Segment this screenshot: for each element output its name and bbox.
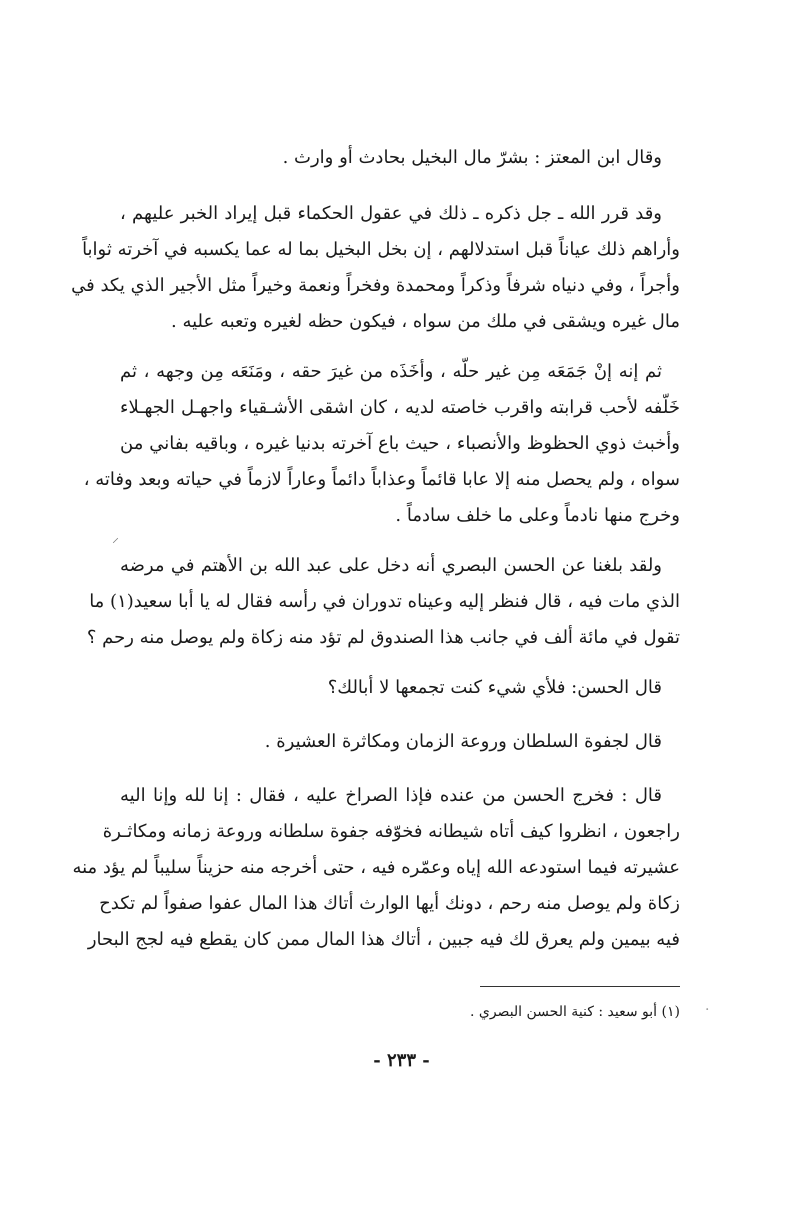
text-line: وقد قرر الله ـ جل ذكره ـ ذلك في عقول الحكماء قبل إيراد الخبر عليهم ، [120,203,662,224]
text-line: فيه بيمين ولم يعرق لك فيه جبين ، أتاك هذا المال ممن كان يقطع فيه لجج البحار [87,929,680,950]
text-line: راجعون ، انظروا كيف أتاه شيطانه فخوّفه جفوة سلطانه وروعة زمانه ومكاثـرة [102,821,680,842]
text-line: قال الحسن: فلأي شيء كنت تجمعها لا أبالك؟ [327,677,662,698]
footnote-divider [480,986,680,987]
margin-dots: · [705,1002,710,1018]
page-number: - ٢٣٣ - [373,1050,430,1071]
page-body [71,140,680,972]
text-line: زكاة ولم يوصل منه رحم ، دونك أيها الوارث أتاك هذا المال عفوا صفواً لم تكدح [99,893,680,914]
paragraph-7 [72,778,680,958]
text-line: الذي مات فيه ، قال فنظر إليه وعيناه تدوران في رأسه فقال له يا أبا سعيد(١) ما [89,591,680,612]
text-line: وقال ابن المعتز : بشرّ مال البخيل بحادث أو وارث . [282,147,662,168]
text-line: وخرج منها نادماً وعلى ما خلف سادماً . [395,505,680,526]
text-line: وأجراً ، وفي دنياه شرفاً وذكراً ومحمدة وفخراً ونعمة وخيراً مثل الأجير الذي يكد في [71,275,680,296]
text-line: قال لجفوة السلطان وروعة الزمان ومكاثرة العشيرة . [264,731,662,752]
text-line: ولقد بلغنا عن الحسن البصري أنه دخل على عبد الله بن الأهتم في مرضه [120,555,662,576]
text-line: مال غيره ويشقى في ملك من سواه ، فيكون حظه لغيره وتعبه عليه . [171,311,680,332]
text-line: سواه ، ولم يحصل منه إلا عابا قائماً وعذاباً دائماً وعاراً لازماً في حياته وبعد وفاته ، [83,469,680,490]
paragraph-5 [120,670,680,706]
paragraph-6 [120,724,680,760]
paragraph-1 [120,140,680,176]
margin-mark: ⸝ [112,530,119,546]
text-line: خَلّفه لأحب قرابته واقرب خاصته لديه ، كان اشقى الأشـقياء واجهـل الجهـلاء [120,397,680,418]
text-line: وأخبث ذوي الحظوظ والأنصباء ، حيث باع آخرته بدنيا غيره ، وباقيه بفاني من [120,433,680,454]
paragraph-2 [71,196,680,340]
text-line: ثم إنه إنْ جَمَعَه مِن غير حلّه ، وأخَذَه من غيرَ حقه ، ومَنَعَه مِن وجهه ، ثم [120,361,662,382]
text-line: وأراهم ذلك عياناً قبل استدلالهم ، إن بخل البخيل بما له عما يكسبه في آخرته ثواباً [82,239,680,260]
text-line: تقول في مائة ألف في جانب هذا الصندوق لم تؤد منه زكاة ولم يوصل منه رحم ؟ [86,627,680,648]
paragraph-4 [86,548,680,656]
footnote: (١) أبو سعيد : كنية الحسن البصري . [469,1004,680,1020]
text-line: قال : فخرج الحسن من عنده فإذا الصراخ عليه ، فقال : إنا لله وإنا اليه [120,785,662,806]
text-line: عشيرته فيما استودعه الله إياه وعمّره فيه ، حتى أخرجه منه حزيناً سليباً لم يؤد منه [72,857,680,878]
paragraph-3 [83,354,680,534]
